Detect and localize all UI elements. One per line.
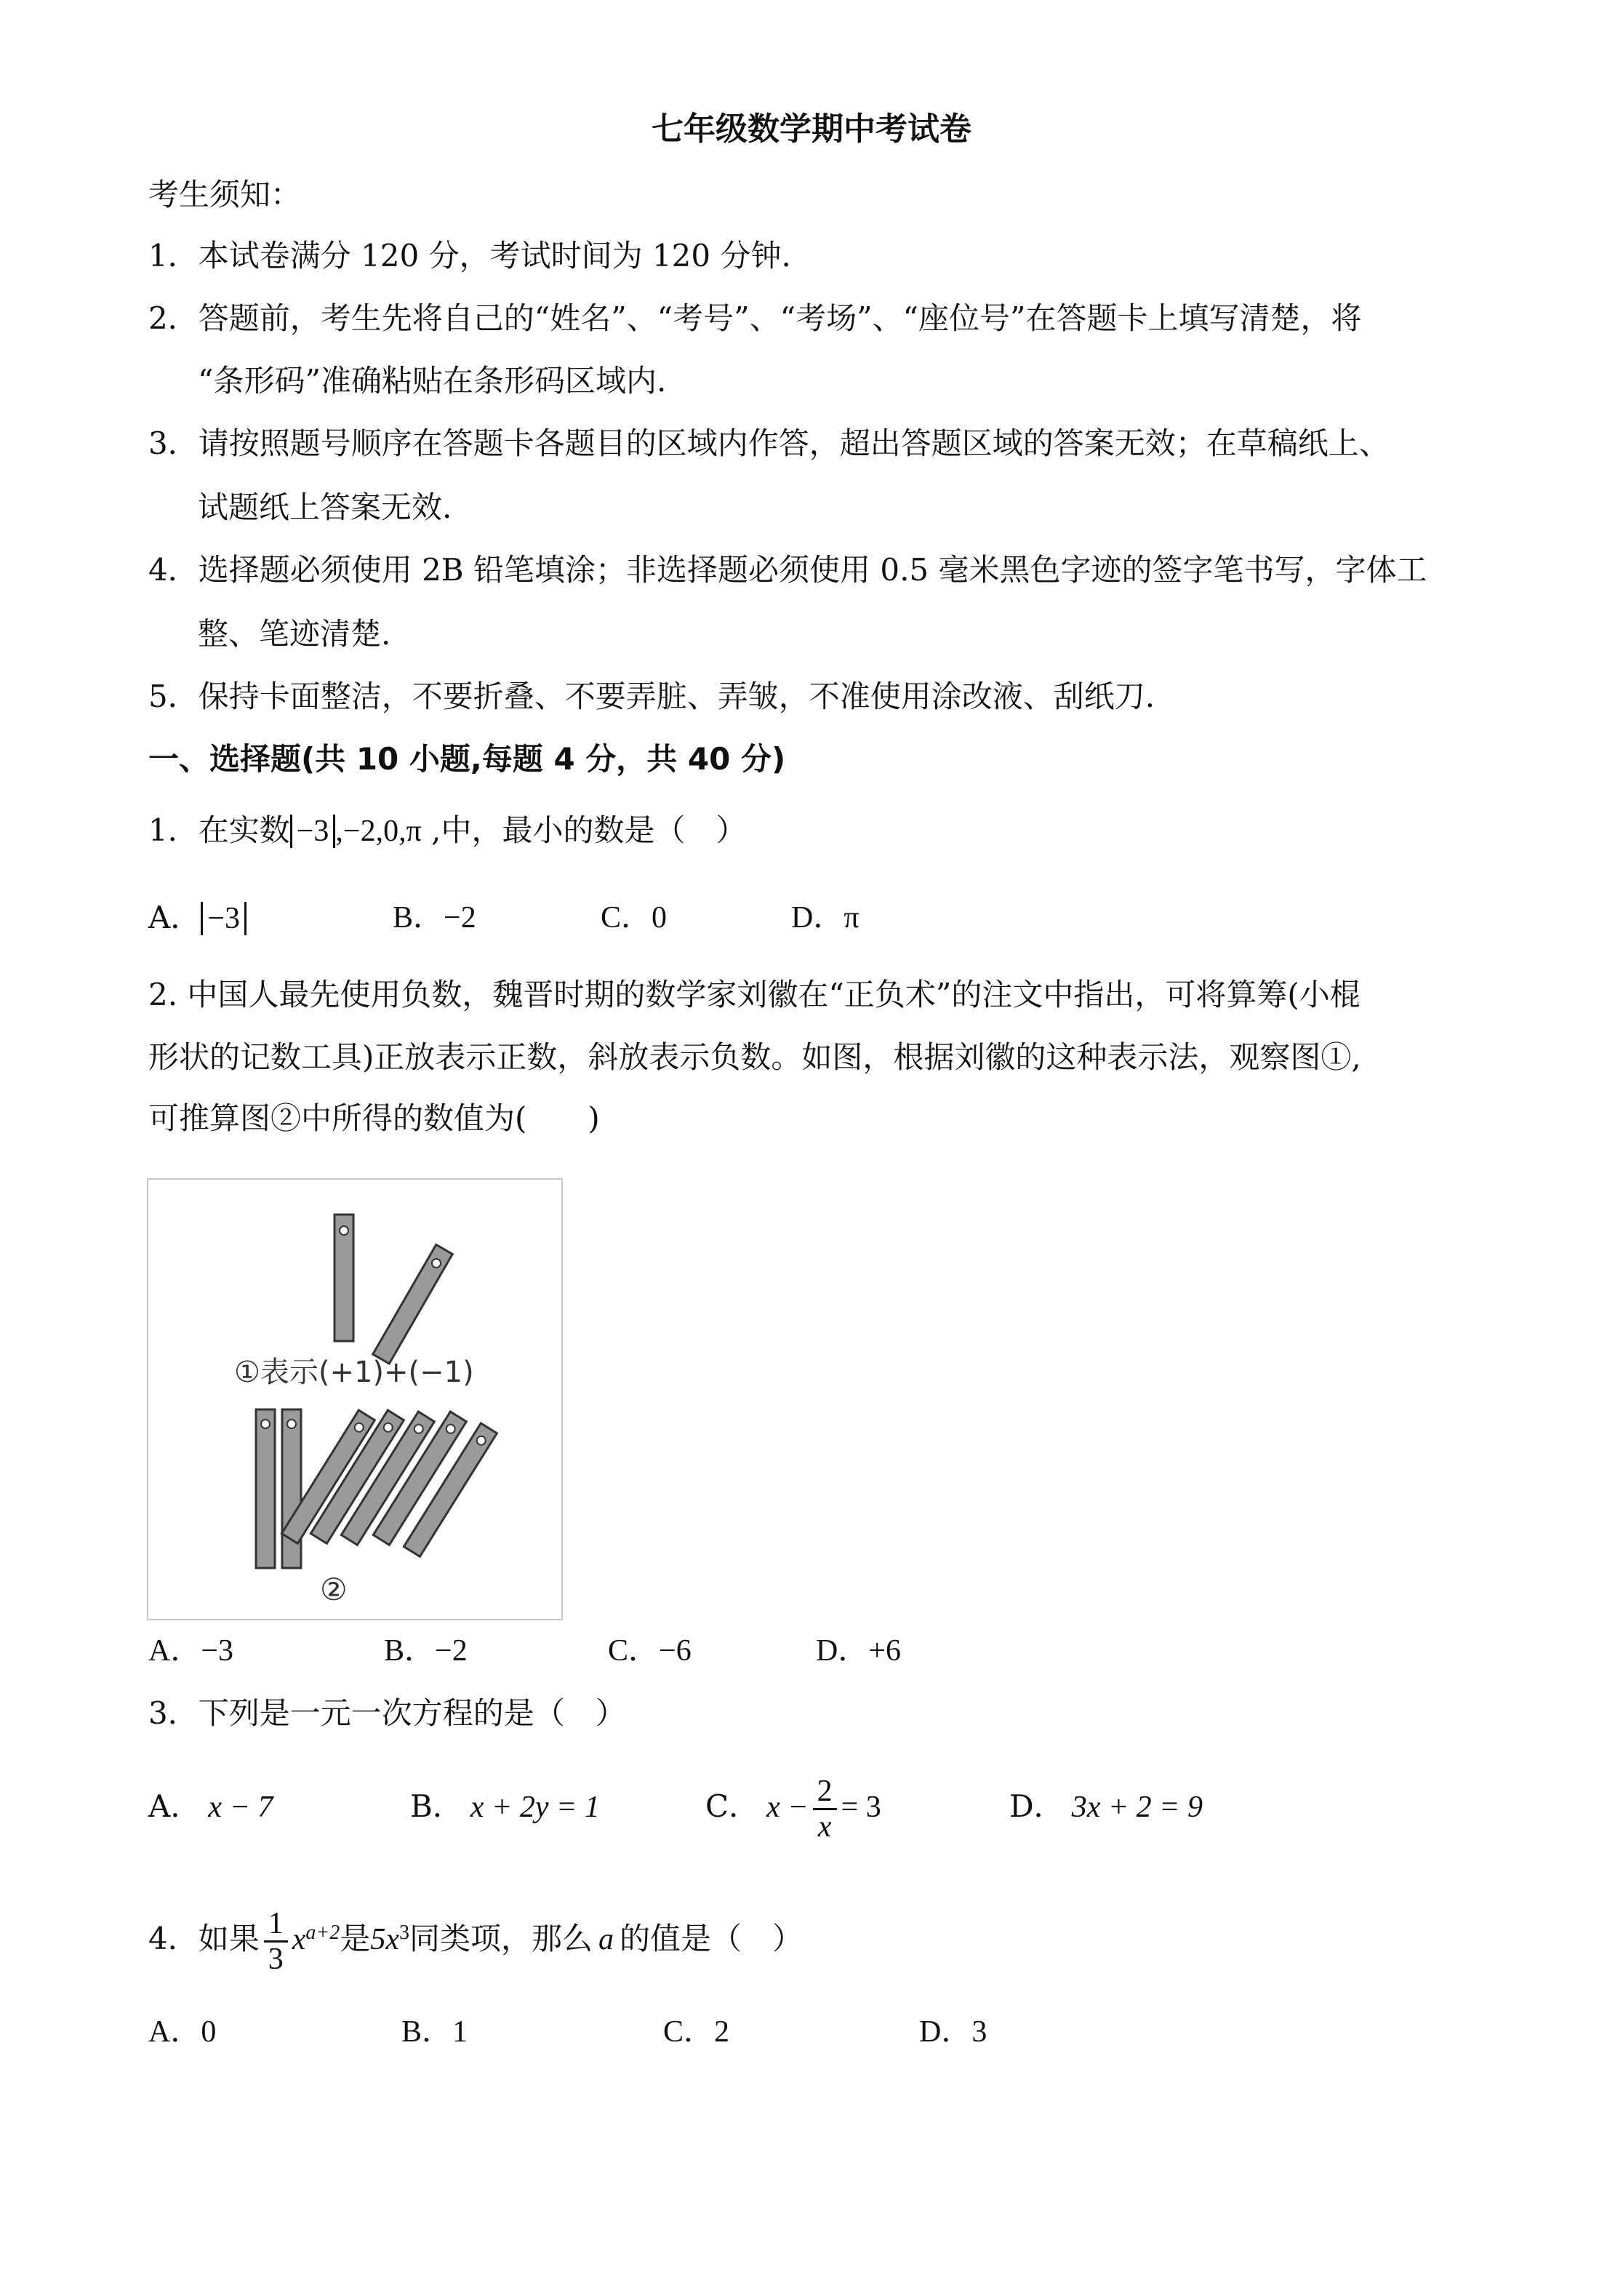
q4-option-d[interactable]: D．3 — [919, 2015, 987, 2049]
question-4 — [148, 1891, 803, 1982]
q3-option-d-expr: 3x + 2 = 9 — [1071, 1791, 1203, 1824]
counting-rods-figure — [147, 1178, 563, 1620]
q2-option-c[interactable]: C．−6 — [608, 1634, 692, 1668]
section-heading-choice: 一、选择题(共 10 小题,每题 4 分，共 40 分) — [148, 741, 786, 777]
q4-variable: a — [598, 1923, 614, 1956]
q4-option-c[interactable]: C．2 — [663, 2015, 730, 2049]
q1-option-c[interactable]: C．0 — [601, 901, 668, 935]
q3-option-c-post: = 3 — [841, 1791, 881, 1824]
q4-term-exponent: 3 — [398, 1921, 409, 1944]
question-2-line-2: 形状的记数工具)正放表示正数，斜放表示负数。如图，根据刘徽的这种表示法，观察图①, — [148, 1039, 1361, 1075]
notice-item-5: 5．保持卡面整洁，不要折叠、不要弄脏、弄皱，不准使用涂改液、刮纸刀. — [148, 679, 1155, 714]
q3-option-a[interactable] — [148, 1785, 273, 1829]
q2-option-a[interactable]: A．−3 — [148, 1634, 234, 1668]
rod-upright — [334, 1215, 353, 1341]
q1-option-a-label: A． — [148, 900, 201, 935]
q3-option-c-pre: x − — [766, 1791, 809, 1824]
question-3: 3．下列是一元一次方程的是（ ） — [148, 1695, 626, 1731]
question-2-line-1: 2. 中国人最先使用负数，魏晋时期的数学家刘徽在“正负术”的注文中指出，可将算筹(小棍 — [148, 977, 1360, 1012]
q3-option-c-fraction — [813, 1775, 837, 1844]
figure-caption-2: ② — [320, 1572, 348, 1607]
q3-option-c[interactable] — [705, 1764, 881, 1849]
q4-option-a[interactable]: A．0 — [148, 2015, 217, 2049]
q1-suffix: ,中，最小的数是（ ） — [421, 812, 747, 848]
q4-fraction — [264, 1907, 288, 1976]
notice-item-2-cont: “条形码”准确粘贴在条形码区域内. — [198, 363, 667, 399]
q4-option-b[interactable]: B．1 — [401, 2015, 468, 2049]
q1-numbers: ,−2,0,π — [335, 815, 422, 848]
q4-base: x — [292, 1923, 306, 1956]
q4-exponent: a+2 — [305, 1921, 340, 1944]
figure-caption-1: ①表示(+1)+(−1) — [234, 1356, 474, 1389]
notice-item-3: 3．请按照题号顺序在答题卡各题目的区域内作答，超出答题区域的答案无效；在草稿纸上、 — [148, 425, 1390, 461]
q3-option-b[interactable] — [410, 1785, 600, 1829]
q1-option-b[interactable]: B．−2 — [393, 901, 476, 935]
q4-fraction-numerator: 1 — [264, 1907, 288, 1943]
notice-item-2: 2．答题前，考生先将自己的“姓名”、“考号”、“考场”、“座位号”在答题卡上填写清楚，将 — [148, 300, 1362, 336]
q2-option-d[interactable]: D．+6 — [816, 1634, 902, 1668]
q3-option-c-label: C． — [705, 1788, 760, 1824]
notice-item-3-cont: 试题纸上答案无效. — [198, 489, 452, 525]
q1-option-a[interactable] — [148, 896, 247, 940]
q4-suffix: 同类项，那么 — [409, 1921, 593, 1956]
q3-option-b-expr: x + 2y = 1 — [470, 1791, 600, 1824]
q4-fraction-denominator: 3 — [268, 1942, 284, 1976]
q2-option-b[interactable]: B．−2 — [384, 1634, 468, 1668]
notice-item-4: 4．选择题必须使用 2B 铅笔填涂；非选择题必须使用 0.5 毫米黑色字迹的签字笔书写，字体工 — [148, 552, 1427, 588]
q1-option-d[interactable]: D．π — [791, 901, 859, 935]
notice-item-1: 1．本试卷满分 120 分，考试时间为 120 分钟. — [148, 238, 791, 273]
notice-heading: 考生须知： — [148, 177, 302, 212]
notice-item-4-cont: 整、笔迹清楚. — [198, 616, 391, 652]
q1-prefix: 1．在实数 — [148, 812, 290, 848]
q3-option-a-label: A． — [148, 1788, 201, 1824]
q4-prefix: 4．如果 — [148, 1921, 260, 1956]
rod-slanted — [373, 1244, 453, 1364]
q3-option-d[interactable] — [1009, 1785, 1203, 1829]
q4-end: 的值是（ ） — [619, 1921, 803, 1956]
q1-option-a-value: −3 — [201, 902, 247, 935]
q1-abs-value: −3 — [290, 815, 336, 848]
q3-option-c-numerator: 2 — [813, 1775, 837, 1810]
q3-option-b-label: B． — [410, 1788, 463, 1824]
page-title: 七年级数学期中考试卷 — [652, 111, 971, 148]
q3-option-d-label: D． — [1009, 1788, 1065, 1824]
q3-option-a-expr: x − 7 — [208, 1791, 273, 1824]
question-2-line-3: 可推算图②中所得的数值为( ) — [148, 1100, 600, 1136]
question-1 — [148, 809, 747, 853]
q4-mid: 是 — [340, 1921, 371, 1956]
rod-upright-2a — [256, 1409, 275, 1568]
q3-option-c-denominator: x — [817, 1809, 832, 1844]
q4-term: 5x — [370, 1923, 399, 1956]
